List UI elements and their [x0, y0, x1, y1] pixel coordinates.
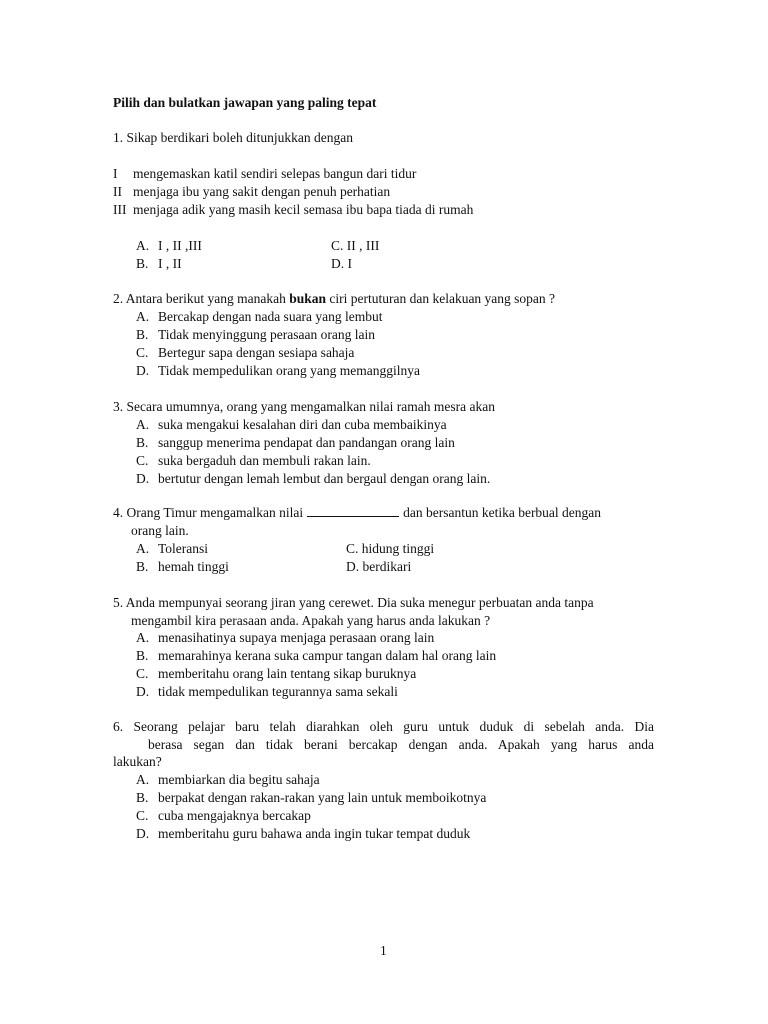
- option-text: tidak mempedulikan tegurannya sama sekali: [158, 684, 398, 699]
- q1-statement-num: II: [113, 184, 122, 199]
- q2-option-b[interactable]: [136, 326, 375, 344]
- q2-stem-pre: 2. Antara berikut yang manakah: [113, 291, 290, 306]
- option-text: menasihatinya supaya menjaga perasaan orang lain: [158, 630, 435, 645]
- q2-stem: [113, 290, 555, 308]
- option-letter: A.: [136, 541, 150, 556]
- option-text: memarahinya kerana suka campur tangan dalam hal orang lain: [158, 648, 497, 663]
- option-letter: A.: [136, 772, 150, 787]
- q1-option-b[interactable]: [136, 255, 182, 273]
- q1-statement-text: mengemaskan katil sendiri selepas bangun dari tidur: [133, 166, 417, 181]
- option-letter: D.: [136, 363, 150, 378]
- q5-stem-line2: mengambil kira perasaan anda. Apakah yang harus anda lakukan ?: [131, 613, 491, 628]
- option-text: membiarkan dia begitu sahaja: [158, 772, 320, 787]
- q5-option-c[interactable]: [136, 665, 416, 683]
- q5-option-b[interactable]: [136, 647, 496, 665]
- option-letter: B.: [136, 435, 149, 450]
- q2-stem-post: ciri pertuturan dan kelakuan yang sopan ?: [326, 291, 556, 306]
- option-letter: D.: [136, 471, 150, 486]
- option-text: cuba mengajaknya bercakap: [158, 808, 311, 823]
- option-letter: D.: [331, 256, 345, 271]
- q1-option-c[interactable]: [331, 237, 379, 255]
- q3-option-c[interactable]: [136, 452, 371, 470]
- option-letter: C.: [136, 808, 149, 823]
- option-text: I , II: [158, 256, 182, 271]
- q2-option-a[interactable]: [136, 308, 383, 326]
- q1-stem: 1. Sikap berdikari boleh ditunjukkan dengan: [113, 130, 353, 145]
- q6-option-c[interactable]: [136, 807, 311, 825]
- q1-statement-text: menjaga adik yang masih kecil semasa ibu bapa tiada di rumah: [133, 202, 474, 217]
- option-letter: C.: [136, 666, 149, 681]
- q2-option-d[interactable]: [136, 362, 420, 380]
- option-text: Tidak menyinggung perasaan orang lain: [158, 327, 375, 342]
- option-text: bertutur dengan lemah lembut dan bergaul dengan orang lain.: [158, 471, 491, 486]
- q4-option-b[interactable]: [136, 558, 229, 576]
- q5-option-d[interactable]: [136, 683, 398, 701]
- q4-stem: [113, 504, 601, 522]
- option-letter: B.: [136, 327, 149, 342]
- instruction-heading: Pilih dan bulatkan jawapan yang paling tepat: [113, 95, 377, 110]
- option-text: I: [347, 256, 352, 271]
- q4-stem-pre: 4. Orang Timur mengamalkan nilai: [113, 505, 304, 520]
- option-text: sanggup menerima pendapat dan pandangan orang lain: [158, 435, 455, 450]
- q6-option-d[interactable]: [136, 825, 470, 843]
- option-text: I , II ,III: [158, 238, 202, 253]
- option-text: berdikari: [362, 559, 412, 574]
- option-letter: C.: [331, 238, 344, 253]
- option-letter: D.: [346, 559, 360, 574]
- option-text: II , III: [346, 238, 380, 253]
- q1-statement-2: [113, 183, 390, 201]
- q2-stem-bold: bukan: [289, 291, 326, 306]
- q1-statement-num: III: [113, 202, 127, 217]
- q6-stem-line3: lakukan?: [113, 754, 162, 769]
- q3-option-a[interactable]: [136, 416, 447, 434]
- option-letter: C.: [346, 541, 359, 556]
- option-text: hidung tinggi: [361, 541, 435, 556]
- q6-stem-line1: 6. Seorang pelajar baru telah diarahkan oleh guru untuk duduk di sebelah anda. Dia: [113, 719, 654, 734]
- q2-option-c[interactable]: [136, 344, 354, 362]
- option-letter: C.: [136, 345, 149, 360]
- option-text: memberitahu orang lain tentang sikap buruknya: [158, 666, 417, 681]
- option-letter: A.: [136, 238, 150, 253]
- q4-option-a[interactable]: [136, 540, 208, 558]
- option-letter: D.: [136, 684, 150, 699]
- option-text: memberitahu guru bahawa anda ingin tukar tempat duduk: [158, 826, 471, 841]
- option-letter: B.: [136, 648, 149, 663]
- q5-option-a[interactable]: [136, 629, 434, 647]
- option-text: Tidak mempedulikan orang yang memanggilnya: [158, 363, 420, 378]
- q1-statement-text: menjaga ibu yang sakit dengan penuh perhatian: [133, 184, 391, 199]
- q3-option-d[interactable]: [136, 470, 490, 488]
- option-text: Bertegur sapa dengan sesiapa sahaja: [158, 345, 355, 360]
- q3-stem: 3. Secara umumnya, orang yang mengamalkan nilai ramah mesra akan: [113, 399, 495, 414]
- option-letter: D.: [136, 826, 150, 841]
- option-text: Bercakap dengan nada suara yang lembut: [158, 309, 383, 324]
- q4-stem-post: dan bersantun ketika berbual dengan: [403, 505, 602, 520]
- q3-option-b[interactable]: [136, 434, 455, 452]
- q5-stem-line1: 5. Anda mempunyai seorang jiran yang cerewet. Dia suka menegur perbuatan anda tanpa: [113, 595, 594, 610]
- q6-option-b[interactable]: [136, 789, 486, 807]
- option-letter: A.: [136, 309, 150, 324]
- q1-statement-3: [113, 201, 473, 219]
- option-letter: B.: [136, 256, 149, 271]
- q4-option-d[interactable]: [346, 558, 411, 576]
- option-letter: C.: [136, 453, 149, 468]
- q1-statement-num: I: [113, 166, 118, 181]
- option-text: suka bergaduh dan membuli rakan lain.: [158, 453, 371, 468]
- option-letter: A.: [136, 417, 150, 432]
- q1-option-d[interactable]: [331, 255, 352, 273]
- option-text: Toleransi: [158, 541, 209, 556]
- option-letter: A.: [136, 630, 150, 645]
- q4-stem-line2: orang lain.: [131, 523, 189, 538]
- option-text: hemah tinggi: [158, 559, 229, 574]
- q6-option-a[interactable]: [136, 771, 320, 789]
- option-letter: B.: [136, 790, 149, 805]
- answer-blank: [307, 504, 399, 517]
- option-text: berpakat dengan rakan-rakan yang lain untuk memboikotnya: [158, 790, 487, 805]
- q6-stem-line2: berasa segan dan tidak berani bercakap dengan anda. Apakah yang harus anda: [148, 737, 654, 752]
- option-text: suka mengakui kesalahan diri dan cuba membaikinya: [158, 417, 447, 432]
- q4-option-c[interactable]: [346, 540, 434, 558]
- option-letter: B.: [136, 559, 149, 574]
- page-number: 1: [380, 943, 387, 958]
- q1-statement-1: [113, 165, 416, 183]
- q1-option-a[interactable]: [136, 237, 202, 255]
